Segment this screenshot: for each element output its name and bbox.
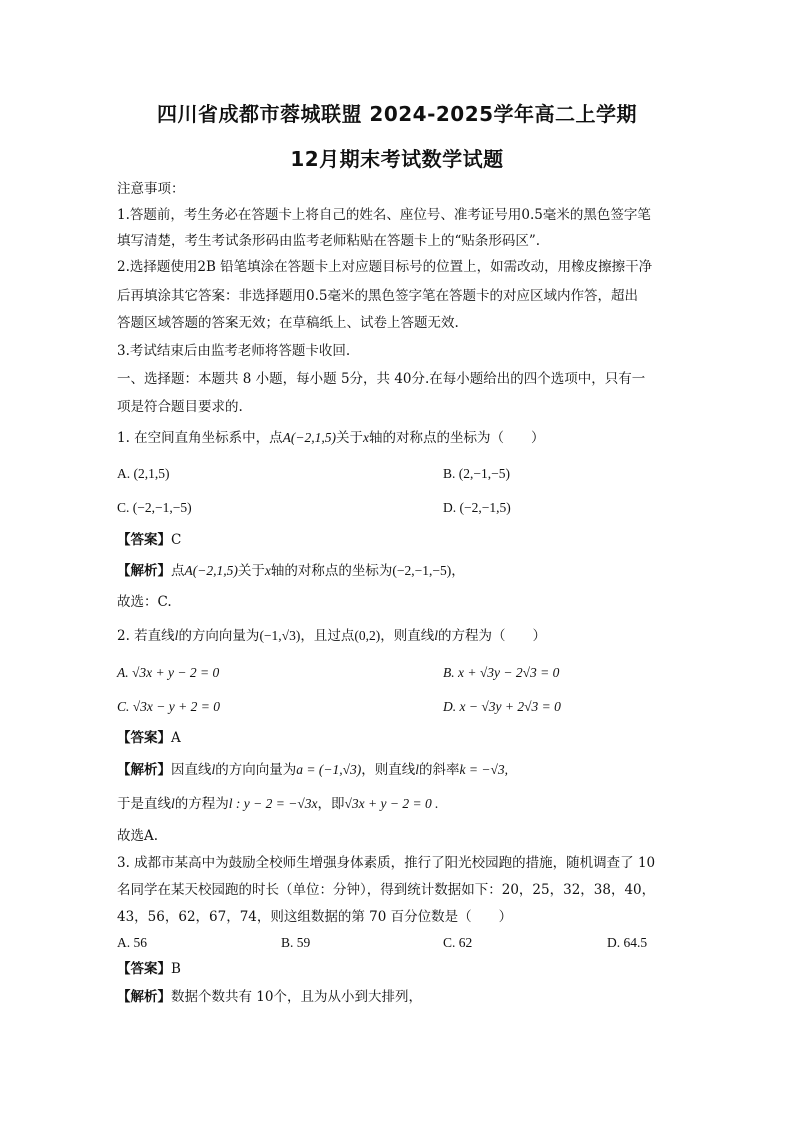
note-3: 3.考试结束后由监考老师将答题卡收回.	[117, 343, 351, 359]
q2-vector: (−1,√3)	[259, 628, 301, 643]
q1-stem-mid: 关于	[336, 430, 364, 446]
q1-answer-value: C	[171, 532, 182, 548]
q2-stem-post: 的方程为（ ）	[437, 628, 546, 644]
q2-option-a: A. √3x + y − 2 = 0	[117, 665, 220, 680]
q2-a2-pre: 于是直线	[117, 796, 171, 812]
q2-a2-equation: l : y − 2 = −√3x	[228, 796, 318, 811]
q2-a1-mid: 的方向向量为	[215, 762, 297, 778]
q2-a1-mid3: 的斜率	[419, 762, 460, 778]
q1-conclusion: 故选：C.	[117, 594, 172, 610]
q2-a2-mid2: ，即	[317, 796, 345, 812]
q1-analysis-tag: 【解析】	[117, 563, 171, 579]
q2-a1-pre: 因直线	[171, 762, 212, 778]
q2-analysis-tag: 【解析】	[117, 762, 171, 778]
q2-a2-equation-2: √3x + y − 2 = 0 .	[344, 796, 439, 811]
q2-a2-l: l	[171, 796, 175, 811]
title-line-1: 四川省成都市蓉城联盟 2024-2025学年高二上学期	[156, 102, 638, 126]
q2-a1-l2: l	[415, 762, 420, 777]
q1-answer	[117, 531, 181, 549]
q3-answer-tag: 【答案】	[117, 961, 171, 977]
q1-analysis	[117, 562, 465, 580]
q3-stem-3: 43，56，62，67，74，则这组数据的第 70 百分位数是（ ）	[117, 909, 513, 925]
q2-answer-tag: 【答案】	[117, 730, 171, 746]
q1-analysis-result: (−2,−1,−5)	[392, 563, 452, 578]
section-line-1: 一、选择题：本题共 8 小题，每小题 5分，共 40分.在每小题给出的四个选项中，只有一	[117, 371, 646, 387]
q2-stem-pre: 2. 若直线	[117, 628, 175, 644]
q2-line-l-2: l	[434, 628, 438, 643]
q2-a1-vector: a = (−1,√3)	[296, 762, 362, 777]
q2-analysis-line-1	[117, 761, 508, 779]
note-2c: 答题区域答题的答案无效；在草稿纸上、试卷上答题无效.	[117, 315, 459, 331]
note-1b: 填写清楚，考生考试条形码由监考老师粘贴在答题卡上的“贴条形码区”.	[117, 233, 541, 249]
q1-option-c: C. (−2,−1,−5)	[117, 500, 192, 515]
title-line-2: 12月期末考试数学试题	[290, 147, 504, 171]
q3-stem-1: 3. 成都市某高中为鼓励全校师生增强身体素质，推行了阳光校园跑的措施，随机调查了 10	[117, 855, 656, 871]
q3-analysis	[117, 988, 422, 1006]
q2-point: (0,2)	[354, 628, 381, 643]
q2-analysis-line-2	[117, 795, 438, 813]
q2-a2-mid: 的方程为	[174, 796, 229, 812]
q2-line-l: l	[174, 628, 179, 643]
q2-answer-value: A	[171, 730, 181, 746]
q1-option-d: D. (−2,−1,5)	[443, 500, 511, 515]
q1-stem	[117, 429, 545, 447]
notes-heading: 注意事项：	[117, 181, 185, 197]
q3-option-b: B. 59	[281, 935, 311, 950]
q3-option-d: D. 64.5	[607, 935, 648, 950]
q1-analysis-mid: 关于	[237, 563, 265, 579]
q1-stem-post: 轴的对称点的坐标为（ ）	[369, 430, 545, 446]
note-2a: 2.选择题使用2B 铅笔填涂在答题卡上对应题目标号的位置上，如需改动，用橡皮擦擦干净	[117, 259, 653, 275]
q2-stem-mid: 的方向向量为	[178, 628, 260, 644]
note-1a: 1.答题前，考生务必在答题卡上将自己的姓名、座位号、准考证号用0.5毫米的黑色签字笔	[117, 207, 651, 223]
q1-analysis-mid2: 轴的对称点的坐标为	[270, 563, 393, 579]
q1-analysis-pre: 点	[171, 563, 185, 579]
q2-answer	[117, 729, 181, 747]
q3-analysis-text: 数据个数共有 10个，且为从小到大排列，	[171, 989, 422, 1005]
q3-option-a: A. 56	[117, 935, 147, 950]
q1-stem-pre: 1. 在空间直角坐标系中，点	[117, 430, 283, 446]
q2-a1-slope: k = −√3,	[459, 762, 509, 777]
q2-stem	[117, 627, 546, 645]
q1-option-a: A. (2,1,5)	[117, 466, 170, 481]
q2-a1-l: l	[211, 762, 216, 777]
q1-analysis-end: ，	[451, 563, 465, 579]
q1-analysis-point: A(−2,1,5)	[184, 563, 238, 578]
q3-answer-value: B	[171, 961, 181, 977]
q2-conclusion: 故选A.	[117, 828, 159, 844]
q1-answer-tag: 【答案】	[117, 532, 171, 548]
q1-analysis-axis: x	[264, 563, 271, 578]
q2-option-b: B. x + √3y − 2√3 = 0	[443, 665, 560, 680]
q2-a1-mid2: ，则直线	[361, 762, 416, 778]
q2-stem-mid3: ，则直线	[380, 628, 435, 644]
q3-answer	[117, 960, 181, 978]
q3-stem-2: 名同学在某天校园跑的时长（单位：分钟），得到统计数据如下：20，25，32，38，40，	[117, 882, 656, 898]
q3-analysis-tag: 【解析】	[117, 989, 171, 1005]
q2-option-c: C. √3x − y + 2 = 0	[117, 699, 220, 714]
q3-option-c: C. 62	[443, 935, 473, 950]
note-2b: 后再填涂其它答案：非选择题用0.5毫米的黑色签字笔在答题卡的对应区域内作答，超出	[117, 288, 638, 304]
q1-axis: x	[363, 430, 370, 445]
q2-stem-mid2: ，且过点	[300, 628, 355, 644]
q1-point: A(−2,1,5)	[282, 430, 337, 445]
section-line-2: 项是符合题目要求的.	[117, 399, 243, 415]
q1-option-b: B. (2,−1,−5)	[443, 466, 510, 481]
q2-option-d: D. x − √3y + 2√3 = 0	[443, 699, 561, 714]
